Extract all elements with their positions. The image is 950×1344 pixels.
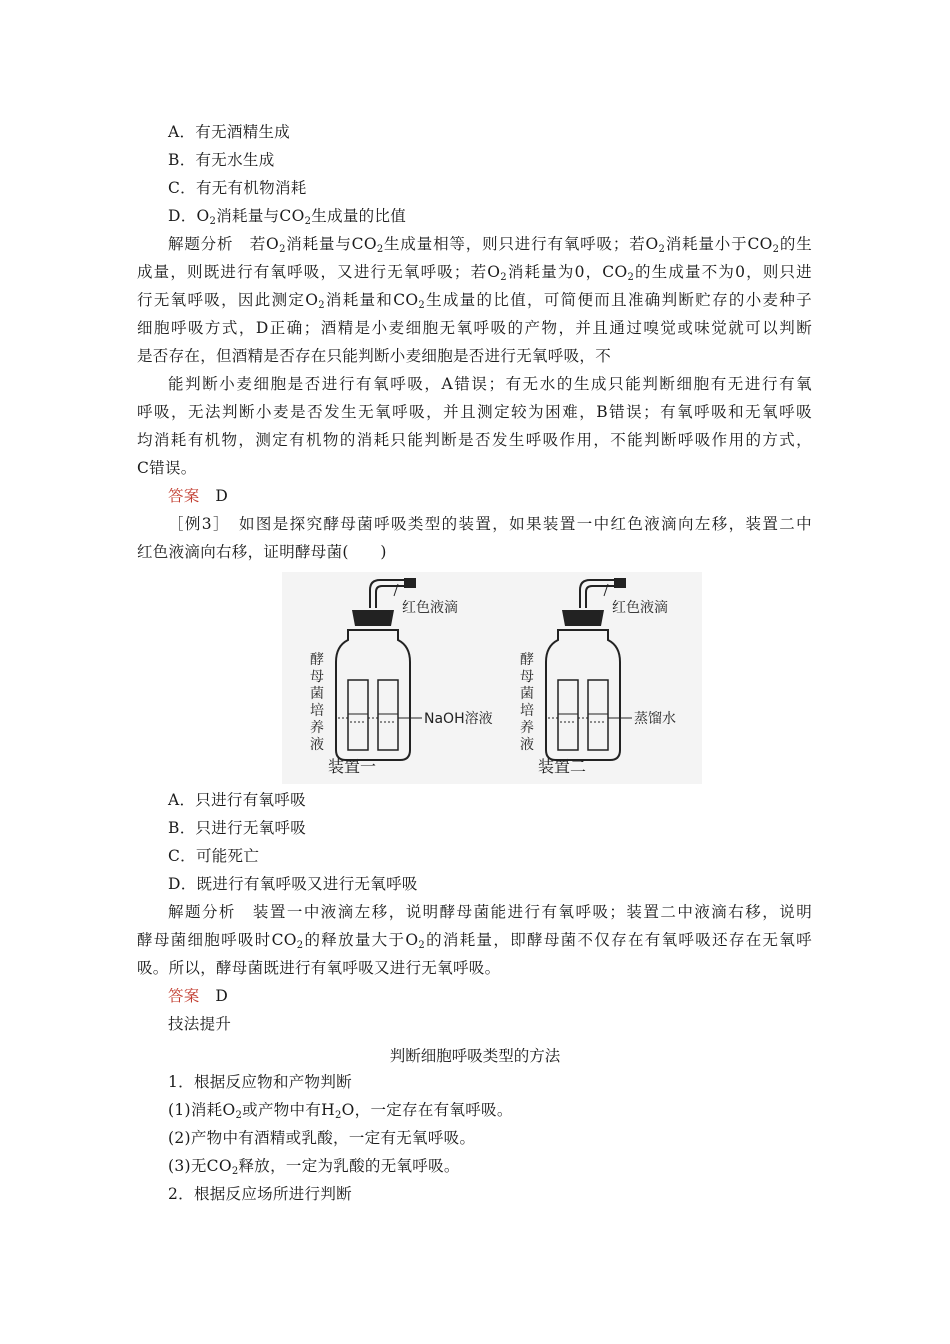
analysis1-line1: 解题分析 若$O_2$消耗量与$CO_2$生成量相等，则只进行有氧呼吸；若$O_2$消耗量小于$CO_2$的生 xyxy=(168,235,813,255)
answer1: 答案 D xyxy=(168,487,229,505)
tips-section-2: 2．根据反应场所进行判断 xyxy=(168,1185,352,1203)
q2-option-b: B．有无水生成 xyxy=(168,151,275,169)
tips-title: 判断细胞呼吸类型的方法 xyxy=(389,1047,561,1065)
culture-char: 培 xyxy=(310,703,324,719)
analysis2-line1: 解题分析 装置一中液滴左移，说明酵母菌能进行有氧呼吸；装置二中液滴右移，说明 xyxy=(168,903,812,921)
culture-char: 菌 xyxy=(520,686,534,702)
tips-point-1: (1)消耗$O_2$或产物中有$H_2O$，一定存在有氧呼吸。 xyxy=(168,1101,513,1121)
stopper-1 xyxy=(352,610,394,626)
answer2: 答案 D xyxy=(168,987,229,1005)
analysis1-line6: 能判断小麦细胞是否进行有氧呼吸，A错误；有无水的生成只能判断细胞有无进行有氧 xyxy=(168,375,812,393)
stopper-2 xyxy=(562,610,604,626)
analysis1-line2: 成量，则既进行有氧呼吸，又进行无氧呼吸；若$O_2$消耗量为0，$CO_2$的生成量不为0，则只进 xyxy=(137,263,812,283)
q3-option-a: A．只进行有氧呼吸 xyxy=(168,791,306,809)
caption-apparatus-two: 装置二 xyxy=(538,757,587,776)
culture-char: 菌 xyxy=(310,686,324,702)
naoh-label: NaOH溶液 xyxy=(424,711,493,727)
tips-heading: 技法提升 xyxy=(168,1015,232,1033)
culture-char: 养 xyxy=(310,720,324,736)
culture-char: 母 xyxy=(520,669,534,685)
analysis2-line2: 酵母菌细胞呼吸时$CO_2$的释放量大于$O_2$的消耗量，即酵母菌不仅存在有氧呼吸还存在无氧呼 xyxy=(137,931,812,951)
analysis1-line9: C错误。 xyxy=(137,459,197,477)
answer-label: 答案 xyxy=(168,487,200,505)
yeast-respiration-apparatus-figure xyxy=(282,572,702,784)
analysis1-line5: 是否存在，但酒精是否存在只能判断小麦细胞是否进行无氧呼吸，不 xyxy=(137,347,612,365)
culture-char: 酵 xyxy=(520,652,534,668)
q2-option-a: A．有无酒精生成 xyxy=(168,123,291,141)
q3-option-b: B．只进行无氧呼吸 xyxy=(168,819,307,837)
tips-point-3: (3)无$CO_2$释放，一定为乳酸的无氧呼吸。 xyxy=(168,1157,460,1177)
q3-option-d: D．既进行有氧呼吸又进行无氧呼吸 xyxy=(168,875,418,893)
analysis1-line4: 细胞呼吸方式，D正确；酒精是小麦细胞无氧呼吸的产物，并且通过嗅觉或味觉就可以判断 xyxy=(137,319,812,337)
culture-char: 培 xyxy=(520,703,534,719)
culture-char: 液 xyxy=(310,737,324,753)
example3-line2: 红色液滴向右移，证明酵母菌( ) xyxy=(137,543,387,561)
q2-option-c: C．有无有机物消耗 xyxy=(168,179,307,197)
red-droplet-1 xyxy=(404,578,416,588)
example3-line1: ［例3］ 如图是探究酵母菌呼吸类型的装置，如果装置一中红色液滴向左移，装置二中 xyxy=(168,515,812,533)
analysis2-line3: 吸。所以，酵母菌既进行有氧呼吸又进行无氧呼吸。 xyxy=(137,959,501,977)
q2-option-d: D．$O_2$消耗量与$CO_2$生成量的比值 xyxy=(168,207,407,227)
culture-char: 养 xyxy=(520,720,534,736)
droplet-label-2: 红色液滴 xyxy=(612,600,668,616)
culture-char: 酵 xyxy=(310,652,324,668)
droplet-label-1: 红色液滴 xyxy=(402,600,458,616)
tips-section-1: 1．根据反应物和产物判断 xyxy=(168,1073,352,1091)
q3-option-c: C．可能死亡 xyxy=(168,847,260,865)
distilled-water-label: 蒸馏水 xyxy=(634,711,676,727)
red-droplet-2 xyxy=(614,578,626,588)
analysis1-line3: 行无氧呼吸，因此测定$O_2$消耗量和$CO_2$生成量的比值，可简便而且准确判断贮存的小麦种子 xyxy=(137,291,812,311)
answer-label: 答案 xyxy=(168,987,200,1005)
tips-point-2: (2)产物中有酒精或乳酸，一定有无氧呼吸。 xyxy=(168,1129,476,1147)
caption-apparatus-one: 装置一 xyxy=(328,757,377,776)
analysis1-line7: 呼吸，无法判断小麦是否发生无氧呼吸，并且测定较为困难，B错误；有氧呼吸和无氧呼吸 xyxy=(137,403,812,421)
culture-char: 母 xyxy=(310,669,324,685)
culture-char: 液 xyxy=(520,737,534,753)
analysis1-line8: 均消耗有机物，测定有机物的消耗只能判断是否发生呼吸作用，不能判断呼吸作用的方式， xyxy=(137,431,812,449)
